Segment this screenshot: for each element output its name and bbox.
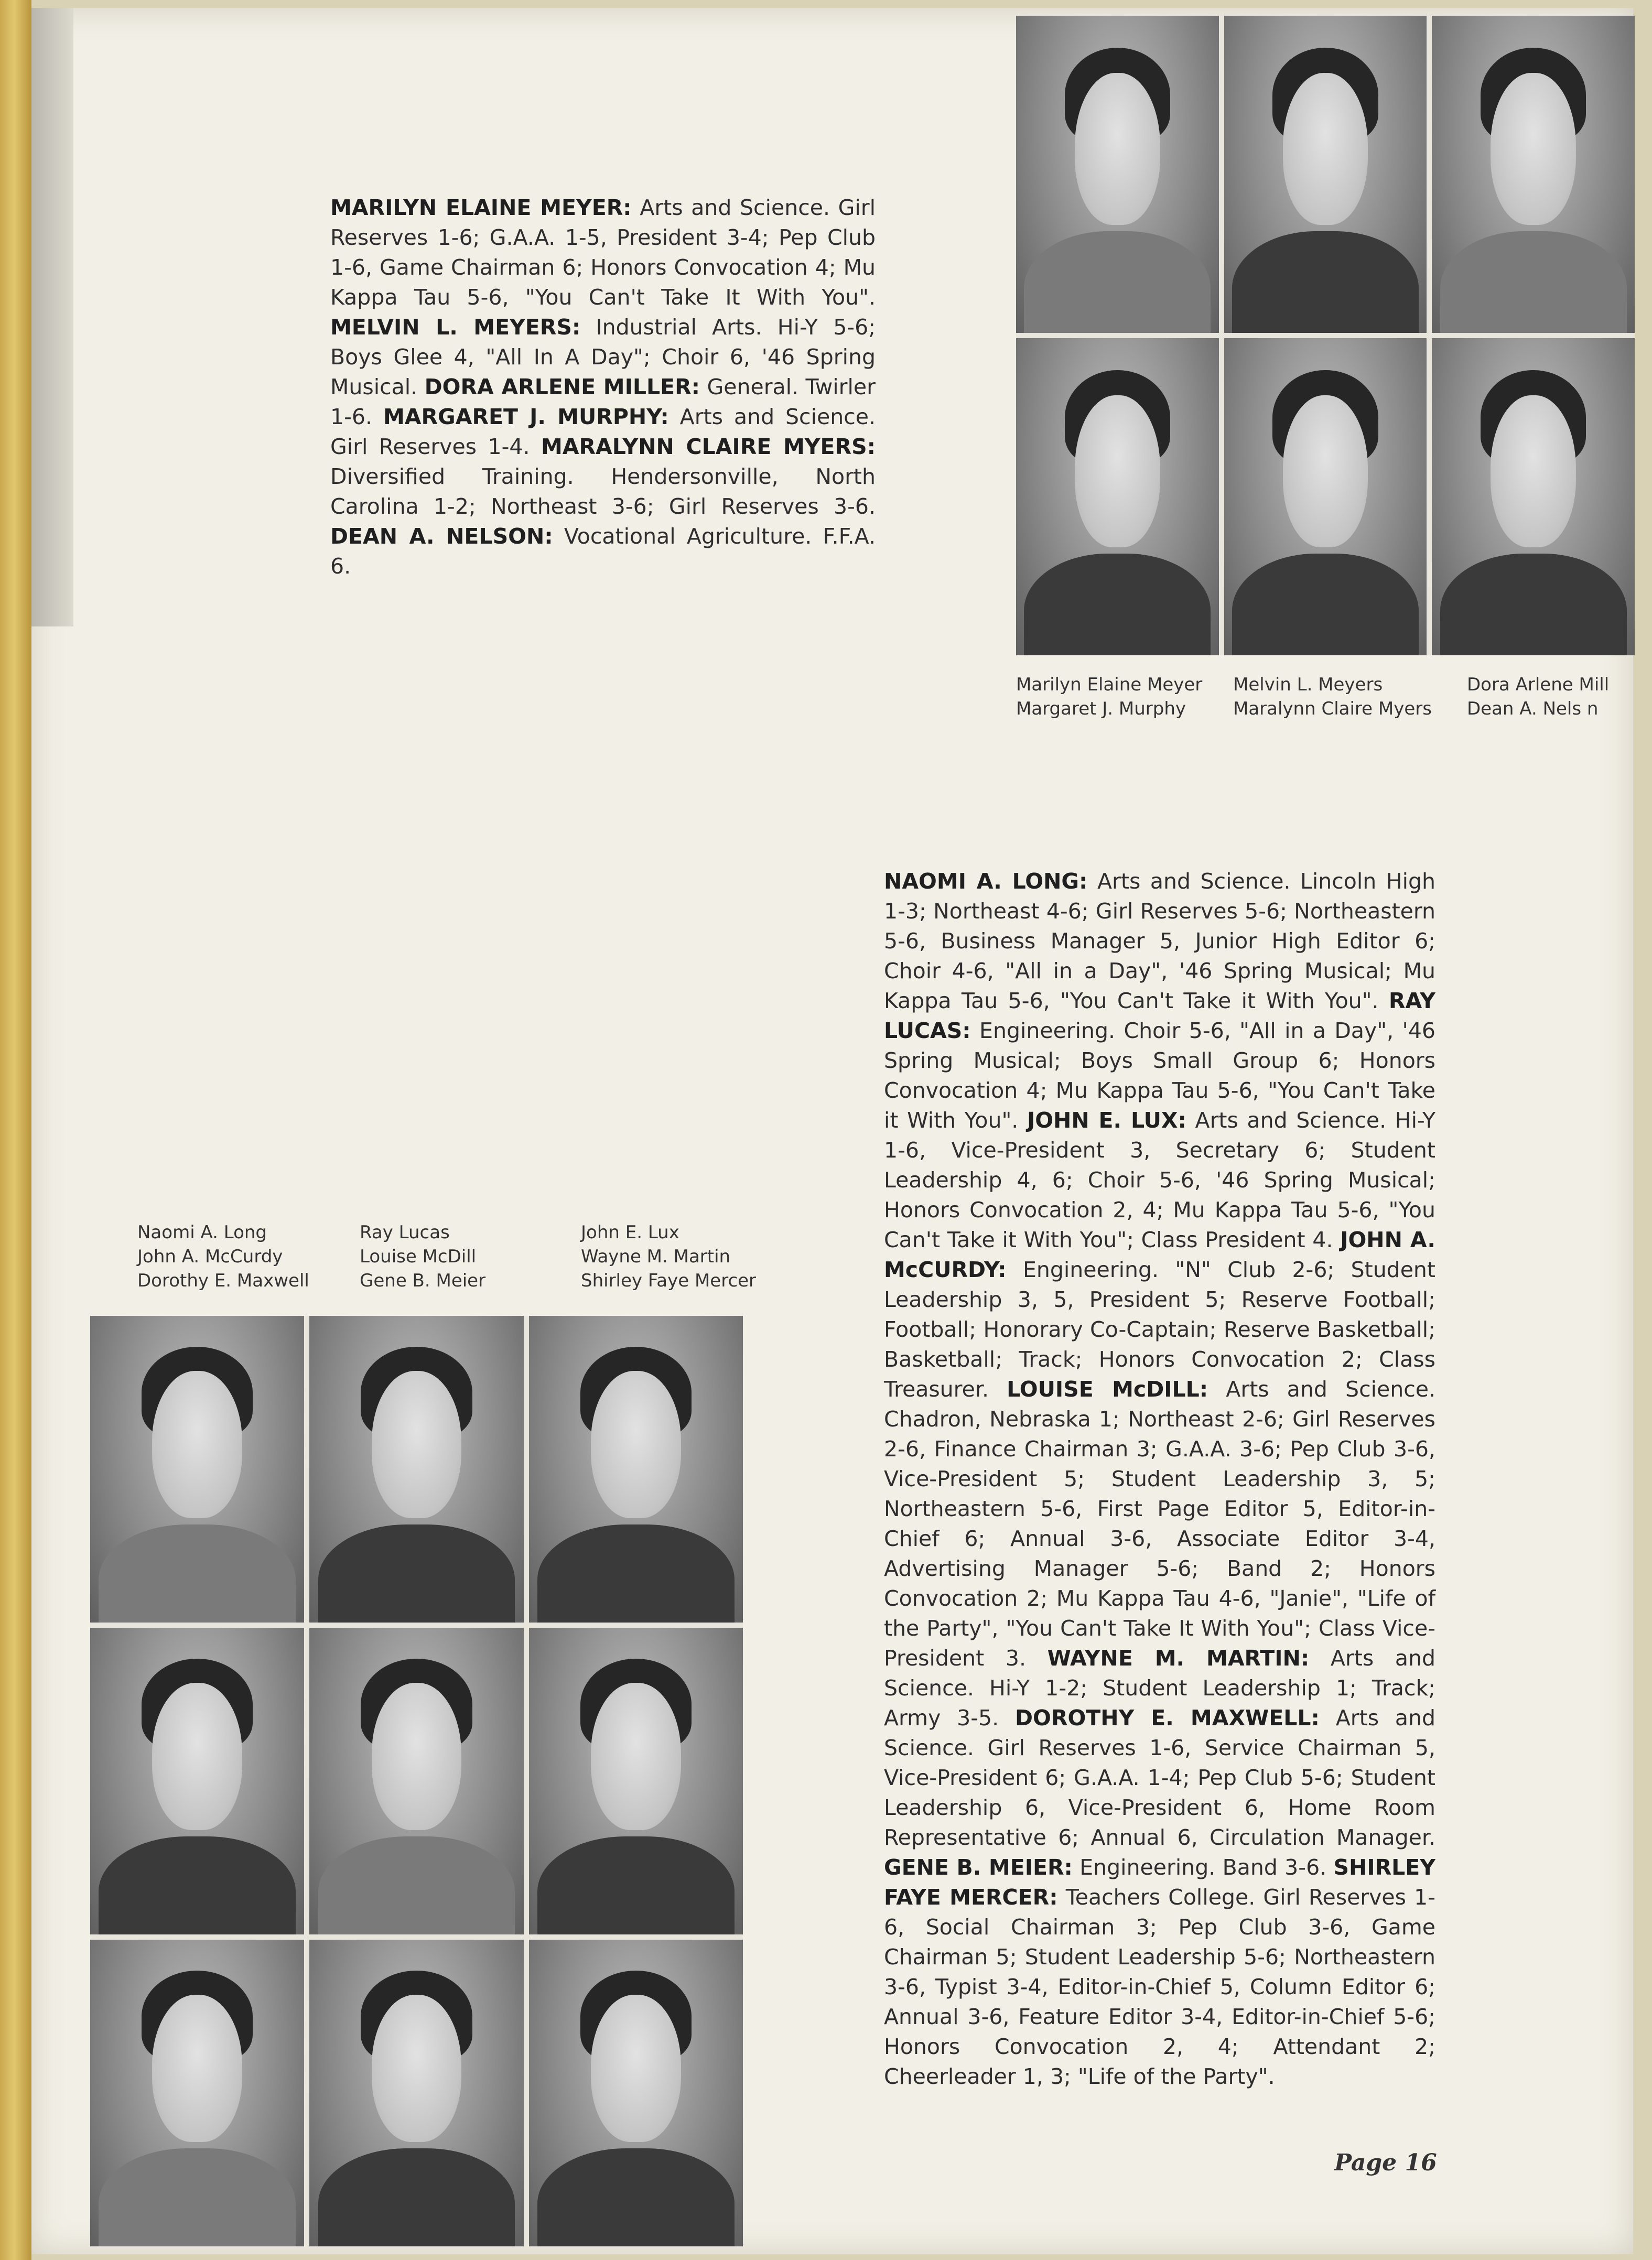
bio-name: GENE B. MEIER: (884, 1855, 1073, 1880)
portrait-photo (90, 1940, 304, 2246)
portrait-photo (90, 1316, 304, 1623)
top-bio-paragraph (330, 193, 876, 581)
bio-text: Engineering. "N" Club 2-6; Student Leadership 3, 5, President 5; Reserve Football; Football; Honorary Co-Captain; Reserve Basketball; Basketball; Track; Honors Convocation 2; Class Treasurer. (884, 1257, 1435, 1402)
portrait-photo (1432, 16, 1635, 333)
portrait-caption: Naomi A. Long (137, 1222, 267, 1243)
portrait-photo (90, 1628, 304, 1934)
bio-text: Teachers College. Girl Reserves 1-6, Social Chairman 3; Pep Club 3-6, Game Chairman 5; Student Leadership 5-6; Northeastern 3-6, Typist 3-4, Editor-in-Chief 5, Column Editor 6; Annual 3-6, Feature Editor 3-4, Editor-in-Chief 5-6; Honors Convocation 2, 4; Attendant 2; Cheerleader 1, 3; "Life of the Party". (884, 1885, 1435, 2089)
portrait-caption: Maralynn Claire Myers (1233, 698, 1432, 719)
portrait-caption: John E. Lux (581, 1222, 679, 1243)
left-caption-column (581, 1220, 756, 1293)
portrait-photo (529, 1940, 743, 2246)
portrait-photo (1224, 338, 1427, 655)
top-caption-column (1233, 673, 1432, 721)
portrait-caption: Marilyn Elaine Meyer (1016, 674, 1203, 695)
page-number: Page 16 (1334, 2149, 1437, 2176)
bio-text: Vocational Agriculture. F.F.A. 6. (330, 524, 876, 579)
portrait-photo (529, 1628, 743, 1934)
portrait-caption: Gene B. Meier (360, 1270, 486, 1291)
bio-name: DEAN A. NELSON: (330, 524, 553, 549)
portrait-caption: John A. McCurdy (137, 1246, 283, 1267)
bio-name: WAYNE M. MARTIN: (1047, 1646, 1310, 1671)
bio-text: Engineering. Choir 5-6, "All in a Day", '46 Spring Musical; Boys Small Group 6; Honors Convocation 4; Mu Kappa Tau 5-6, "You Can't Take it With You". (884, 1018, 1435, 1133)
portrait-caption: Ray Lucas (360, 1222, 450, 1243)
bio-text: Industrial Arts. Hi-Y 5-6; Boys Glee 4, "All In A Day"; Choir 6, '46 Spring Musical. (330, 315, 876, 399)
portrait-photo (1224, 16, 1427, 333)
portrait-photo (529, 1316, 743, 1623)
portrait-photo (309, 1316, 523, 1623)
bio-text: Engineering. Band 3-6. (1072, 1855, 1334, 1880)
left-caption-column (360, 1220, 485, 1293)
bio-name: DOROTHY E. MAXWELL: (1014, 1705, 1320, 1731)
portrait-photo (309, 1628, 523, 1934)
portrait-photo (1016, 338, 1219, 655)
bio-name: MARILYN ELAINE MEYER: (330, 195, 632, 220)
bio-name: MELVIN L. MEYERS: (330, 315, 581, 340)
bio-text: Arts and Science. Girl Reserves 1-6; G.A.A. 1-5, President 3-4; Pep Club 1-6, Game Chairman 6; Honors Convocation 4; Mu Kappa Tau 5-6, "You Can't Take It With You". (330, 195, 876, 310)
bio-name: LOUISE McDILL: (1007, 1377, 1208, 1402)
portrait-caption: Dora Arlene Mill (1467, 674, 1610, 695)
portrait-photo (1016, 16, 1219, 333)
bio-text: General. Twirler 1-6. (330, 374, 876, 429)
portrait-photo (1432, 338, 1635, 655)
bio-name: MARALYNN CLAIRE MYERS: (541, 434, 876, 459)
portrait-caption: Louise McDill (360, 1246, 477, 1267)
portrait-caption: Margaret J. Murphy (1016, 698, 1186, 719)
left-portrait-grid (90, 1316, 743, 2246)
portrait-photo (309, 1940, 523, 2246)
bio-name: NAOMI A. LONG: (884, 869, 1088, 894)
bio-text: Arts and Science. Hi-Y 1-2; Student Leadership 1; Track; Army 3-5. (884, 1646, 1435, 1731)
previous-page-edge (31, 8, 73, 626)
portrait-caption: Shirley Faye Mercer (581, 1270, 757, 1291)
bio-text: Diversified Training. Hendersonville, North Carolina 1-2; Northeast 3-6; Girl Reserves 3-6. (330, 464, 876, 519)
top-caption-column (1016, 673, 1202, 721)
bio-name: JOHN A. McCURDY: (884, 1227, 1435, 1282)
book-binding (0, 0, 31, 2260)
left-caption-column (137, 1220, 309, 1293)
bio-text: Arts and Science. Girl Reserves 1-6, Service Chairman 5, Vice-President 6; G.A.A. 1-4; Pep Club 5-6; Student Leadership 6, Vice-President 6, Home Room Representative 6; Annual 6, Circulation Manager. (884, 1705, 1435, 1850)
right-bio-paragraph (884, 867, 1435, 2092)
bio-text: Arts and Science. Hi-Y 1-6, Vice-President 3, Secretary 6; Student Leadership 4, 6; Choir 5-6, '46 Spring Musical; Honors Convocation 2, 4; Mu Kappa Tau 5-6, "You Can't Take it With You"; Class President 4. (884, 1108, 1435, 1252)
bio-name: DORA ARLENE MILLER: (424, 374, 700, 399)
bio-text: Arts and Science. Lincoln High 1-3; Northeast 4-6; Girl Reserves 5-6; Northeastern 5-6, Business Manager 5, Junior High Editor 6; Choir 4-6, "All in a Day", '46 Spring Musical; Mu Kappa Tau 5-6, "You Can't Take it With You". (884, 869, 1436, 1013)
portrait-caption: Wayne M. Martin (581, 1246, 731, 1267)
bio-name: JOHN E. LUX: (1027, 1108, 1186, 1133)
bio-name: MARGARET J. MURPHY: (383, 404, 669, 429)
top-portrait-grid (1016, 16, 1635, 655)
portrait-caption: Melvin L. Meyers (1233, 674, 1383, 695)
bio-text: Arts and Science. Chadron, Nebraska 1; Northeast 2-6; Girl Reserves 2-6, Finance Chairman 3; G.A.A. 3-6; Pep Club 3-6, Vice-President 5; Student Leadership 3, 5; Northeastern 5-6, First Page Editor 5, Editor-in-Chief 6; Annual 3-6, Associate Editor 3-4, Advertising Manager 5-6; Band 2; Honors Convocation 2; Mu Kappa Tau 4-6, "Janie", "Life of the Party", "You Can't Take It With You"; Class Vice-President 3. (884, 1377, 1436, 1671)
top-caption-column (1467, 673, 1609, 721)
bio-name: SHIRLEY FAYE MERCER: (884, 1855, 1435, 1910)
portrait-caption: Dean A. Nels n (1467, 698, 1599, 719)
bio-name: RAY LUCAS: (884, 988, 1435, 1043)
bio-text: Arts and Science. Girl Reserves 1-4. (330, 404, 876, 459)
portrait-caption: Dorothy E. Maxwell (137, 1270, 309, 1291)
